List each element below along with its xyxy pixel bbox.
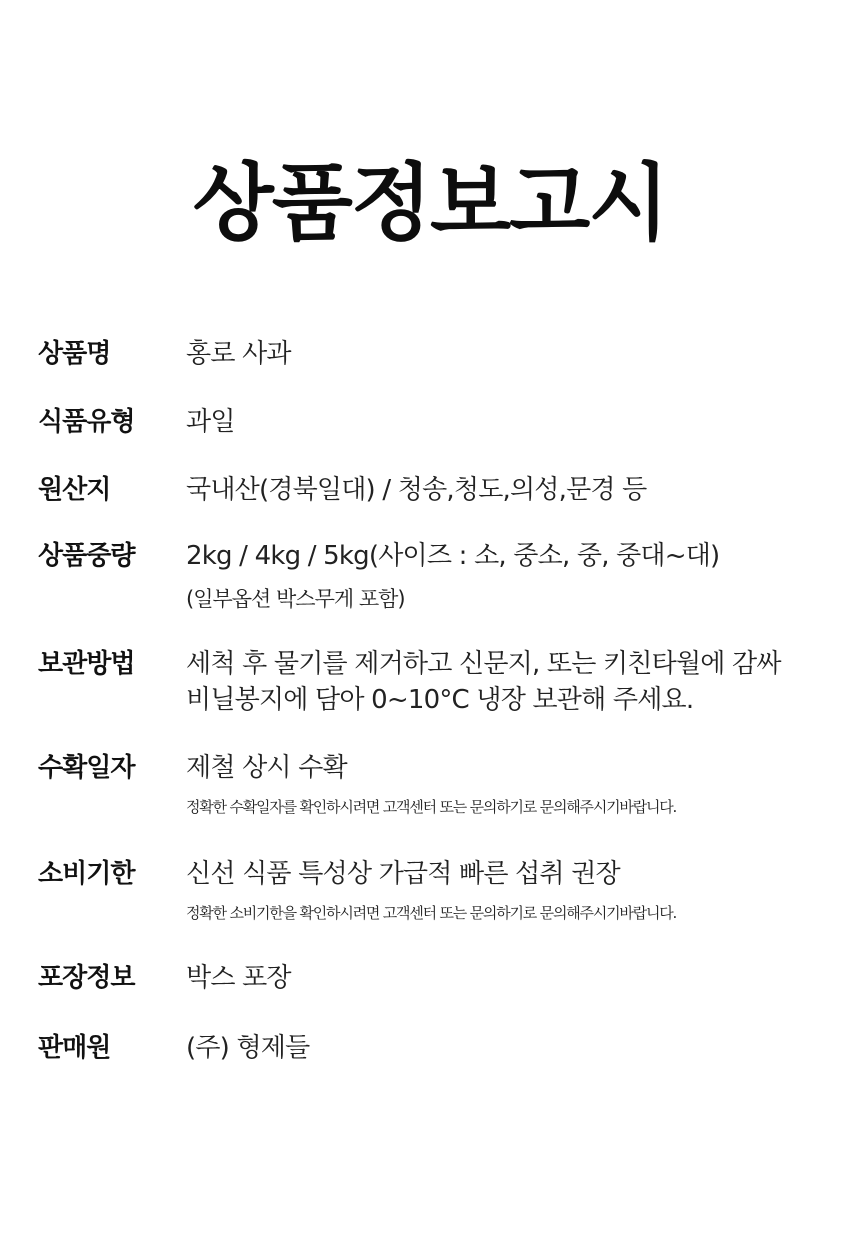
row-label: 상품명: [38, 339, 111, 369]
row-value: 국내산(경북일대) / 청송,청도,의성,문경 등: [186, 475, 647, 505]
row-label: 상품중량: [38, 541, 135, 571]
row-value: 2kg / 4kg / 5kg(사이즈 : 소, 중소, 중, 중대~대): [186, 541, 720, 571]
row-value-line2: 비닐봉지에 담아 0~10°C 냉장 보관해 주세요.: [186, 685, 694, 715]
row-value: 홍로 사과: [186, 339, 291, 369]
row-value: 과일: [186, 407, 235, 437]
row-value: 박스 포장: [186, 963, 291, 993]
page-title: 상품정보고시: [192, 154, 668, 252]
row-label: 포장정보: [38, 963, 135, 993]
row-label: 수확일자: [38, 753, 135, 783]
row-sub-note: (일부옵션 박스무게 포함): [186, 587, 405, 611]
row-label: 원산지: [38, 475, 111, 505]
row-label: 보관방법: [38, 649, 135, 679]
row-label: 소비기한: [38, 859, 135, 889]
row-label: 판매원: [38, 1033, 111, 1063]
row-value: 제철 상시 수확: [186, 753, 347, 783]
row-fine-print: 정확한 소비기한을 확인하시려면 고객센터 또는 문의하기로 문의해주시기바랍니다.: [186, 904, 677, 922]
row-value-multiline: [186, 646, 846, 718]
row-value: 신선 식품 특성상 가급적 빠른 섭취 권장: [186, 859, 620, 889]
row-label: 식품유형: [38, 407, 135, 437]
row-value-line1: 세척 후 물기를 제거하고 신문지, 또는 키친타월에 감싸: [186, 649, 781, 679]
row-fine-print: 정확한 수확일자를 확인하시려면 고객센터 또는 문의하기로 문의해주시기바랍니다.: [186, 798, 677, 816]
row-value: (주) 형제들: [186, 1033, 310, 1063]
